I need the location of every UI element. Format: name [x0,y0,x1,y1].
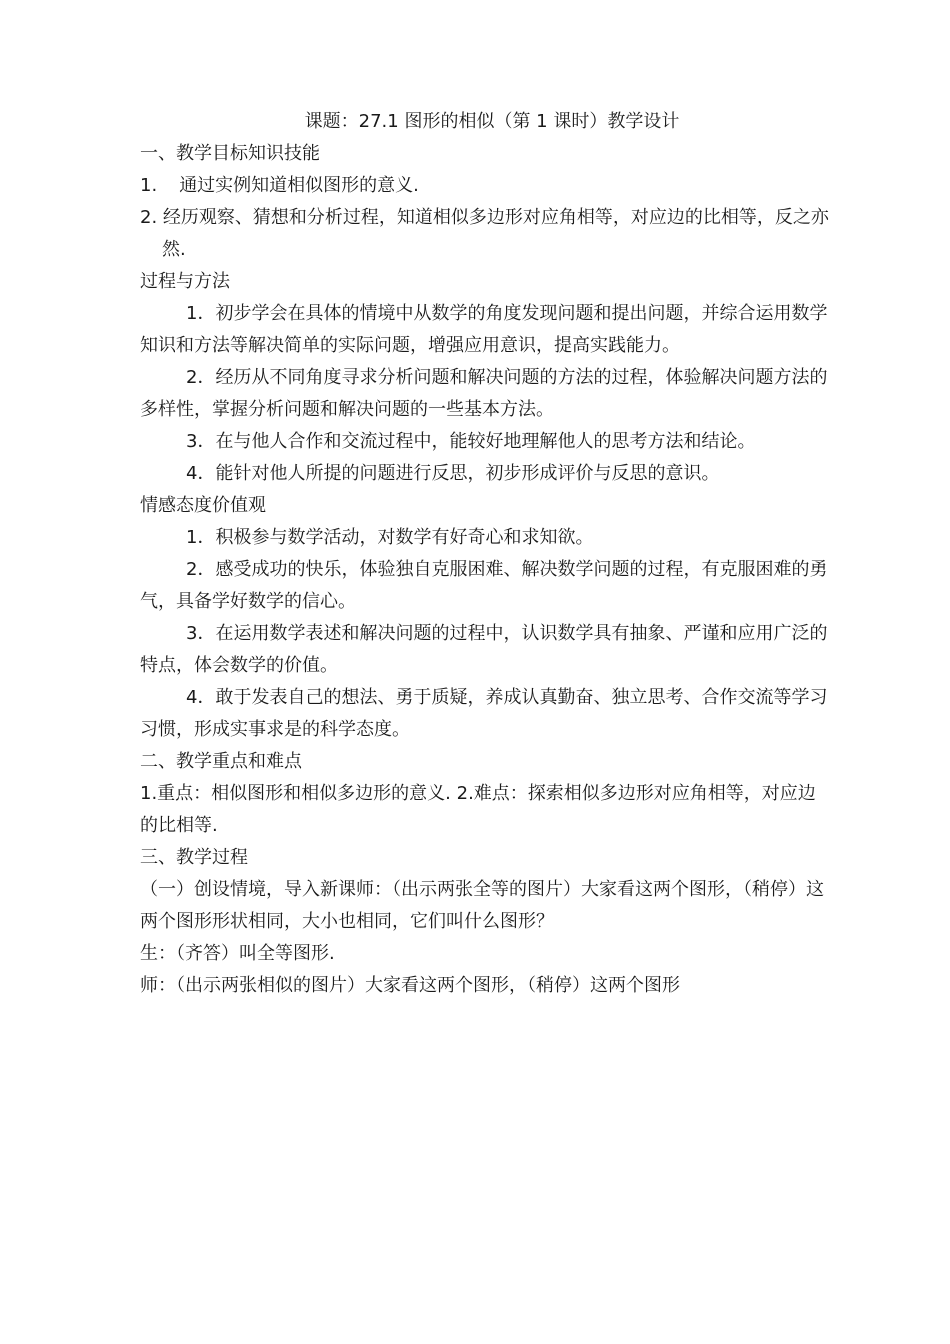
process-paragraph-3: 师：（出示两张相似的图片）大家看这两个图形，（稍停）这两个图形 [140,975,680,996]
process-item-3: 3．在与他人合作和交流过程中，能较好地理解他人的思考方法和结论。 [186,431,756,452]
process-item-2: 2．经历从不同角度寻求分析问题和解决问题的方法的过程，体验解决问题方法的多样性，掌握分析问题和解决问题的一些基本方法。 [140,367,828,420]
emotion-item-3: 3．在运用数学表述和解决问题的过程中，认识数学具有抽象、严谨和应用广泛的特点，体会数学的价值。 [140,623,828,676]
emotion-item-4: 4．敢于发表自己的想法、勇于质疑，养成认真勤奋、独立思考、合作交流等学习习惯，形成实事求是的科学态度。 [140,687,828,740]
knowledge-item-2 [140,202,830,266]
knowledge-item-text: 经历观察、猜想和分析过程，知道相似多边形对应角相等，对应边的比相等，反之亦然. [162,207,829,260]
key-points-text: 1.重点：相似图形和相似多边形的意义. 2.难点：探索相似多边形对应角相等，对应边的比相等. [140,783,816,836]
section-heading-objectives: 一、教学目标知识技能 [140,143,320,164]
knowledge-item-text: 通过实例知道相似图形的意义. [179,175,419,196]
document-body [140,106,830,1002]
document-title: 课题：27.1 图形的相似（第 1 课时）教学设计 [304,111,680,132]
section-heading-teaching-process: 三、教学过程 [140,847,248,868]
emotion-item-1: 1．积极参与数学活动，对数学有好奇心和求知欲。 [186,527,594,548]
knowledge-item-number: 2. [140,207,158,228]
knowledge-item-number: 1. [140,175,158,196]
process-item-1: 1．初步学会在具体的情境中从数学的角度发现问题和提出问题，并综合运用数学知识和方法等解决简单的实际问题，增强应用意识，提高实践能力。 [140,303,828,356]
process-item-4: 4．能针对他人所提的问题进行反思，初步形成评价与反思的意识。 [186,463,720,484]
subheading-emotion-values: 情感态度价值观 [140,495,266,516]
section-heading-key-points: 二、教学重点和难点 [140,751,302,772]
knowledge-item-1 [140,170,830,202]
emotion-item-2: 2．感受成功的快乐，体验独自克服困难、解决数学问题的过程，有克服困难的勇气，具备学好数学的信心。 [140,559,828,612]
subheading-process-methods: 过程与方法 [140,271,230,292]
process-paragraph-2: 生：（齐答）叫全等图形. [140,943,335,964]
process-paragraph-1: （一）创设情境，导入新课师：（出示两张全等的图片）大家看这两个图形，（稍停）这两个图形形状相同，大小也相同，它们叫什么图形？ [140,879,824,932]
